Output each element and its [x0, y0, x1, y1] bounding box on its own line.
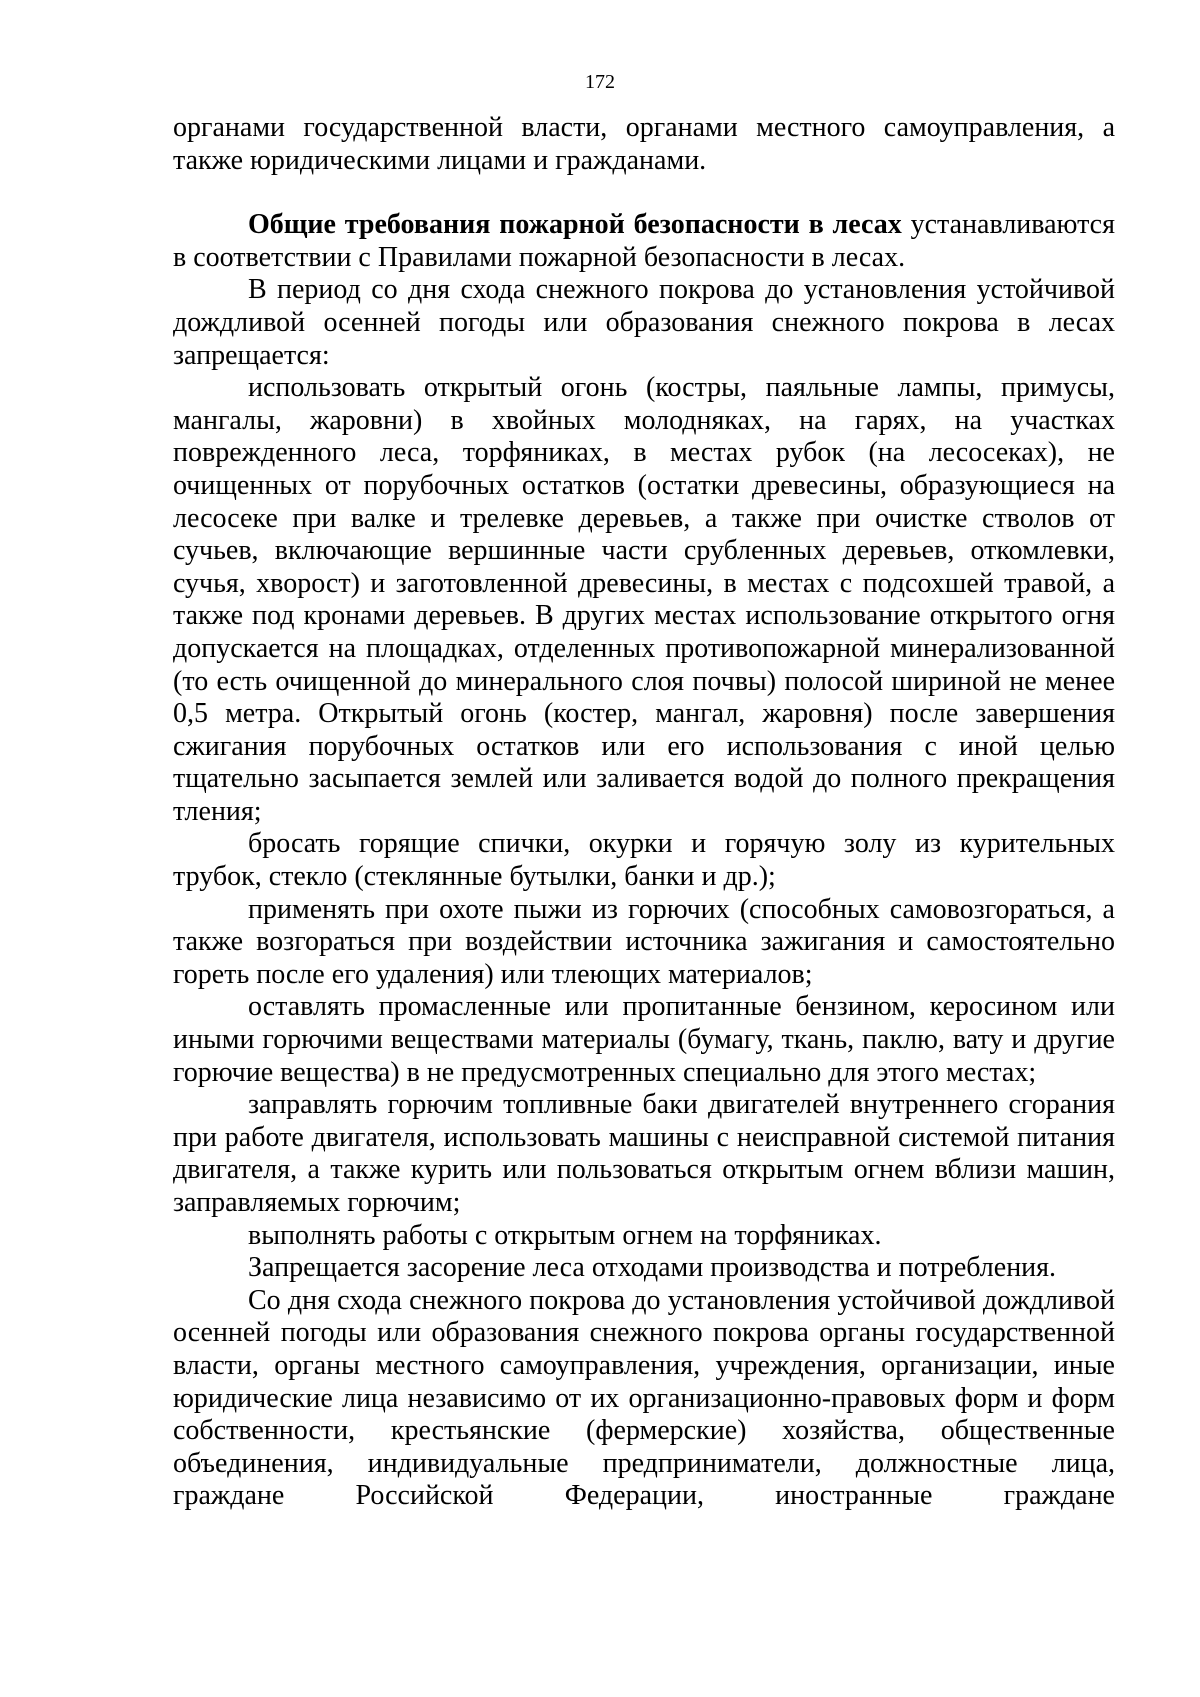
list-item-wads: применять при охоте пыжи из горючих (способных самовозгораться, а также возгораться при воздействии источника зажигания и самостоятельно гореть после его удаления) или тлеющих материалов;: [173, 893, 1115, 990]
paragraph-general-requirements: [173, 209, 1115, 274]
page-number: 172: [585, 71, 615, 93]
paragraph-littering: Запрещается засорение леса отходами производства и потребления.: [248, 1252, 1057, 1284]
paragraph-continuation: органами государственной власти, органами местного самоуправления, а также юридическими лицами и гражданами.: [173, 112, 1115, 176]
list-item-refueling: заправлять горючим топливные баки двигателей внутреннего сгорания при работе двигателя, использовать машины с неисправной системой питания двигателя, а также курить или пользоваться открытым огнем вблизи машин, заправляемых горючим;: [173, 1089, 1115, 1218]
list-item-matches: бросать горящие спички, окурки и горячую золу из курительных трубок, стекло (стеклянные бутылки, банки и др.);: [173, 828, 1115, 893]
document-body: [173, 112, 1115, 1513]
paragraph-prohibition-intro: В период со дня схода снежного покрова до установления устойчивой дождливой осенней погоды или образования снежного покрова в лесах запрещается:: [173, 274, 1115, 371]
list-item-peat-work: выполнять работы с открытым огнем на торфяниках.: [248, 1219, 882, 1251]
list-item-open-fire: использовать открытый огонь (костры, паяльные лампы, примусы, мангалы, жаровни) в хвойных молодняках, на гарях, на участках поврежденного леса, торфяниках, в местах рубок (на лесосеках), не очищенных от порубочных остатков (остатки древесины, образующиеся на лесосеке при валке и трелевке деревьев, а также при очистке стволов от сучьев, включающие вершинные части срубленных деревьев, откомлевки, сучья, хворост) и заготовленной древесины, в местах с подсохшей травой, а также под кронами деревьев. В других местах использование открытого огня допускается на площадках, отделенных противопожарной минерализованной (то есть очищенной до минерального слоя почвы) полосой шириной не менее 0,5 метра. Открытый огонь (костер, мангал, жаровня) после завершения сжигания порубочных остатков или его использования с иной целью тщательно засыпается землей или заливается водой до полного прекращения тления;: [173, 372, 1115, 827]
bold-heading-text: Общие требования пожарной безопасности в лесах: [248, 209, 902, 241]
paragraph-text: устанавливаются в соответствии с Правилами пожарной безопасности в лесах.: [173, 209, 1115, 273]
paragraph-season-obligations: Со дня схода снежного покрова до установления устойчивой дождливой осенней погоды или образования снежного покрова органы государственной власти, органы местного самоуправления, учреждения, организации, иные юридические лица независимо от их организационно-правовых форм и форм собственности, крестьянские (фермерские) хозяйства, общественные объединения, индивидуальные предприниматели, должностные лица, граждане Российской Федерации, иностранные граждане: [173, 1284, 1115, 1512]
list-item-oily-materials: оставлять промасленные или пропитанные бензином, керосином или иными горючими веществами материалы (бумагу, ткань, паклю, вату и другие горючие вещества) в не предусмотренных специально для этого местах;: [173, 991, 1115, 1088]
